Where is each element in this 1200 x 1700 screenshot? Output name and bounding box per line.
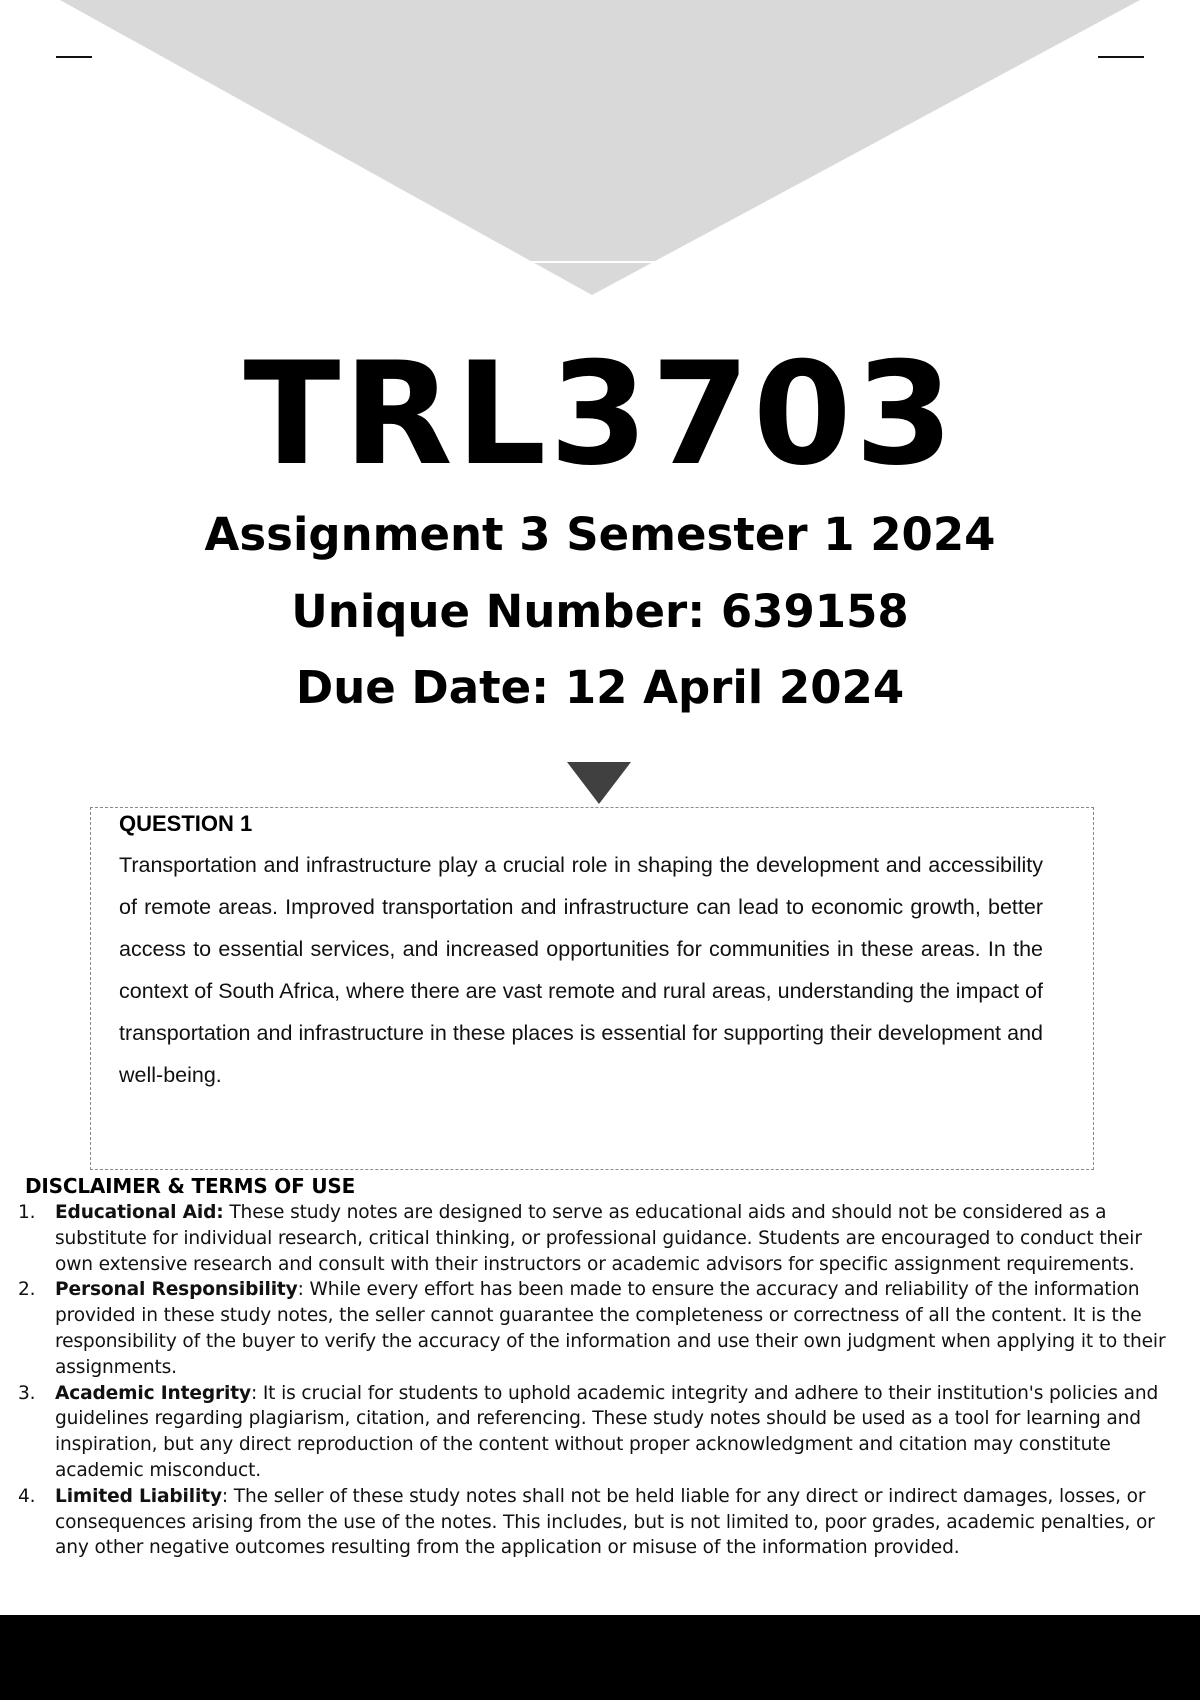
question-box bbox=[90, 807, 1094, 1170]
disclaimer-item-educational-aid bbox=[0, 1200, 1190, 1277]
disclaimer-item-personal-responsibility bbox=[0, 1277, 1190, 1380]
top-left-corner-mark bbox=[56, 56, 92, 58]
question-body: Transportation and infrastructure play a crucial role in shaping the development and accessibility of remote areas. Improved transportation and infrastructure can lead to economic growth, better access to essential services, and increased opportunities for communities in these areas. In the context of South Africa, where there are vast remote and rural areas, understanding the impact of transportation and infrastructure in these places is essential for supporting their development and well-being. bbox=[119, 853, 1043, 1087]
top-right-corner-mark bbox=[1098, 56, 1144, 58]
disclaimer-list bbox=[0, 1200, 1190, 1561]
disclaimer-term: Educational Aid: bbox=[55, 1202, 224, 1223]
header-chevron-shape bbox=[0, 0, 1200, 300]
disclaimer-term: Academic Integrity bbox=[55, 1382, 251, 1404]
disclaimer-item-academic-integrity bbox=[0, 1381, 1190, 1484]
list-number: 2. bbox=[18, 1279, 36, 1301]
disclaimer-text: These study notes are designed to serve as educational aids and should not be considered as a substitute for individual research, critical thinking, or professional guidance. Students are encouraged to conduct their own extensive research and consult with their instructors or academic advisors for specific assignment requirements. bbox=[55, 1202, 1142, 1275]
disclaimer-text: : While every effort has been made to ensure the accuracy and reliability of the information provided in these study notes, the seller cannot guarantee the completeness or correctness of all the content. It is the responsibility of the buyer to verify the accuracy of the information and use their own judgment when applying it to their assignments. bbox=[55, 1279, 1166, 1378]
unique-number-line: Unique Number: 639158 bbox=[291, 585, 909, 638]
disclaimer-text: : The seller of these study notes shall not be held liable for any direct or indirect damages, losses, or consequences arising from the use of the notes. This includes, but is not limited to, poor grades, academic penalties, or any other negative outcomes resulting from the application or misuse of the information provided. bbox=[55, 1485, 1155, 1559]
course-code-title: TRL3703 bbox=[243, 332, 957, 497]
list-number: 1. bbox=[18, 1202, 36, 1223]
disclaimer-term: Personal Responsibility bbox=[55, 1279, 298, 1301]
due-date-line: Due Date: 12 April 2024 bbox=[295, 661, 905, 714]
disclaimer-term: Limited Liability bbox=[55, 1485, 222, 1507]
disclaimer-item-limited-liability bbox=[0, 1484, 1190, 1561]
assignment-line: Assignment 3 Semester 1 2024 bbox=[204, 508, 996, 561]
down-triangle-icon bbox=[567, 762, 631, 804]
question-title: QUESTION 1 bbox=[119, 811, 253, 836]
disclaimer-heading: DISCLAIMER & TERMS OF USE bbox=[25, 1174, 356, 1198]
disclaimer-text: : It is crucial for students to uphold academic integrity and adhere to their institution's policies and guidelines regarding plagiarism, citation, and referencing. These study notes should be used as a tool for learning and inspiration, but any direct reproduction of the content without proper acknowledgment and citation may constitute academic misconduct. bbox=[55, 1382, 1159, 1481]
list-number: 3. bbox=[18, 1382, 36, 1404]
list-number: 4. bbox=[18, 1485, 36, 1507]
bottom-black-bar bbox=[0, 1615, 1200, 1700]
